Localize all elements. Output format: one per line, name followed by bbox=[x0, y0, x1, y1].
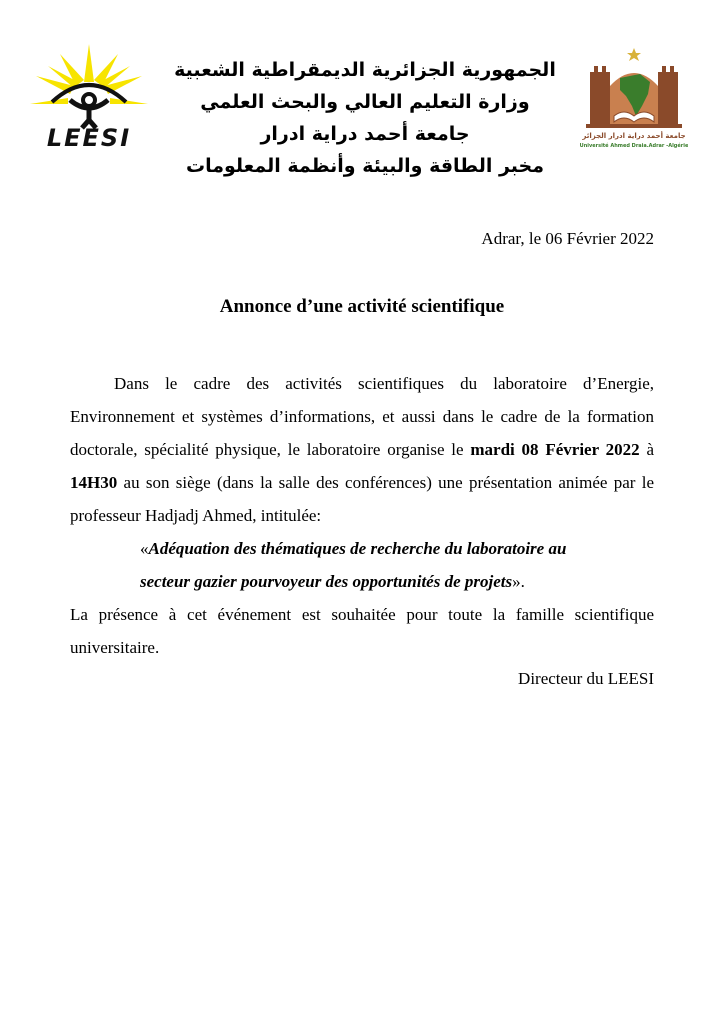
intro-text-part3: au son siège (dans la salle des conférences) une présentation animée par le professeur Hadjadj Ahmed, intitulée: bbox=[70, 473, 654, 525]
leesi-logo bbox=[30, 42, 148, 152]
intro-text-part1: Dans le cadre des activités scientifiques du laboratoire d’Energie, Environnement et systèmes d’informations, et aussi dans le cadre de la formation doctorale, spécialité physique, le laboratoire organise le bbox=[70, 374, 654, 459]
signature: Directeur du LEESI bbox=[518, 669, 654, 688]
header-line-republic: الجمهورية الجزائرية الديمقراطية الشعبية bbox=[174, 59, 556, 81]
leesi-logo-graphic bbox=[30, 42, 148, 152]
header-line-university: جامعة أحمد دراية ادرار bbox=[260, 123, 470, 145]
announcement-title: Annonce d’une activité scientifique bbox=[219, 296, 505, 317]
leesi-logo-text: LEESI bbox=[46, 124, 132, 152]
paragraph-intro bbox=[70, 367, 654, 532]
quote-close: ». bbox=[512, 572, 525, 591]
university-logo-text-ar: جامعة أحمد دراية ادرار الجزائر bbox=[582, 132, 686, 140]
header-line-laboratory: مخبر الطاقة والبيئة وأنظمة المعلومات bbox=[186, 155, 544, 177]
university-logo-graphic bbox=[580, 46, 688, 152]
date-line: Adrar, le 06 Février 2022 bbox=[481, 229, 654, 248]
university-logo-text-fr: Université Ahmed Draia.Adrar -Algérie bbox=[580, 143, 688, 149]
presentation-title-quote bbox=[70, 532, 654, 598]
quote-line-1: Adéquation des thématiques de recherche du laboratoire au bbox=[148, 539, 567, 558]
header-line-ministry: وزارة التعليم العالي والبحث العلمي bbox=[200, 91, 530, 113]
intro-text-part2: à bbox=[639, 440, 654, 459]
paragraph-invitation: La présence à cet événement est souhaitée pour toute la famille scientifique universitaire. bbox=[70, 605, 654, 657]
quote-open: « bbox=[140, 539, 149, 558]
arabic-header bbox=[160, 54, 570, 182]
quote-line-2: secteur gazier pourvoyeur des opportunités de projets bbox=[140, 572, 513, 591]
university-logo bbox=[580, 46, 688, 152]
announcement-body bbox=[70, 367, 654, 664]
event-time: 14H30 bbox=[70, 473, 118, 492]
event-date: mardi 08 Février 2022 bbox=[470, 440, 640, 459]
